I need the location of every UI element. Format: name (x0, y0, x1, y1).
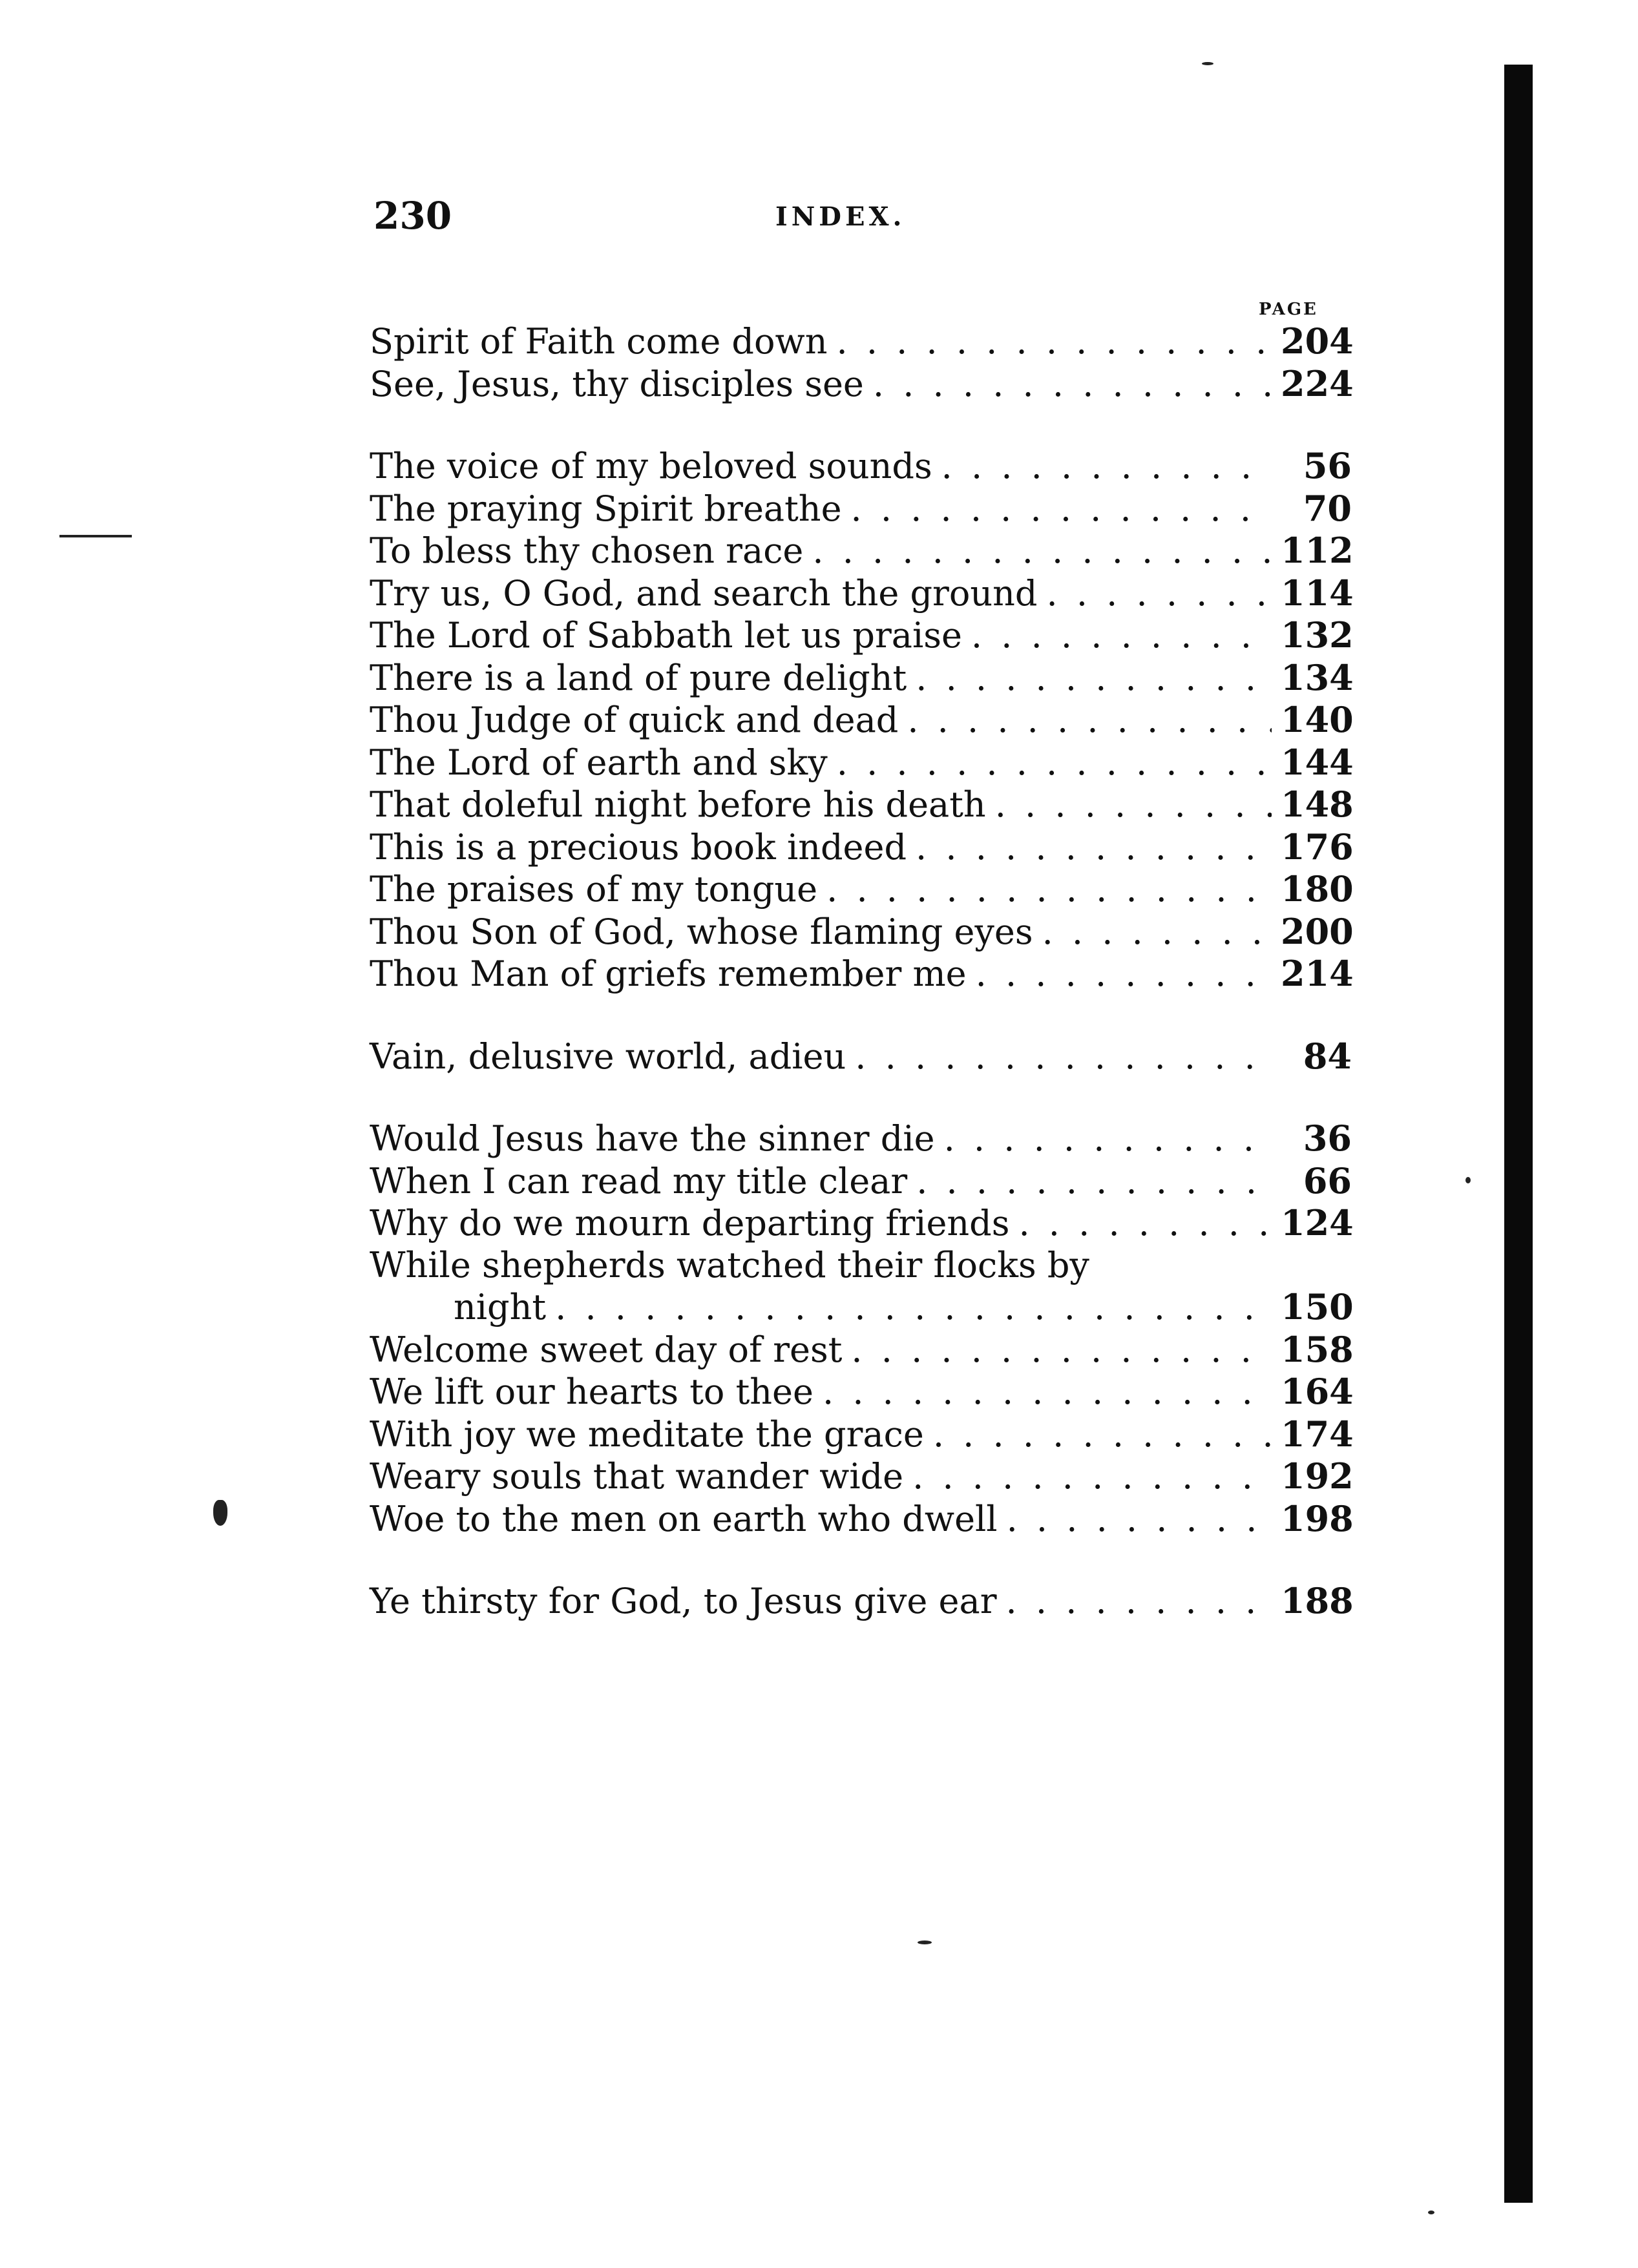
index-entry (370, 1371, 1352, 1413)
entry-page-number: 204 (1281, 320, 1354, 362)
index-list (370, 320, 1352, 1663)
entry-first-line: The praying Spirit breathe (370, 488, 842, 529)
index-entry (370, 699, 1352, 742)
dot-leader (916, 1161, 1272, 1203)
index-entry (370, 911, 1352, 953)
entry-page-number: 132 (1281, 614, 1354, 656)
index-entry (370, 742, 1352, 784)
entry-first-line: To bless thy chosen race (370, 530, 804, 571)
index-entry (370, 657, 1352, 700)
dot-leader (916, 658, 1272, 700)
dot-leader (851, 488, 1272, 530)
index-entry (370, 1245, 1352, 1329)
index-entry (370, 320, 1352, 363)
dot-leader (851, 1329, 1272, 1371)
entry-page-number: 158 (1281, 1328, 1354, 1370)
dot-leader (916, 827, 1272, 869)
index-entry (370, 1202, 1352, 1245)
dot-leader (823, 1371, 1272, 1413)
entry-first-line: The praises of my tongue (370, 869, 818, 910)
index-entry (370, 1118, 1352, 1160)
dot-leader (971, 615, 1272, 657)
dot-leader (941, 446, 1272, 488)
dot-leader (933, 1414, 1272, 1456)
entry-first-line: Welcome sweet day of rest (370, 1329, 843, 1370)
entry-page-number: 114 (1281, 572, 1354, 614)
entry-page-number: 144 (1281, 741, 1354, 783)
entry-page-number: 174 (1281, 1413, 1354, 1455)
dot-leader (912, 1456, 1272, 1498)
entry-page-number: 134 (1281, 656, 1354, 698)
dot-leader (837, 742, 1272, 784)
book-spine-edge (1504, 65, 1533, 2203)
index-entry (370, 363, 1352, 406)
index-entry (370, 1455, 1352, 1498)
dot-leader (944, 1118, 1272, 1160)
entry-first-line: The Lord of earth and sky (370, 742, 828, 783)
ink-speck (1465, 1177, 1471, 1183)
dot-leader (1006, 1581, 1272, 1623)
entry-page-number: 70 (1303, 487, 1352, 529)
index-entry (370, 826, 1352, 869)
index-entry (370, 614, 1352, 657)
ink-speck (213, 1500, 227, 1526)
index-group (370, 1580, 1352, 1623)
index-entry (370, 445, 1352, 488)
page-column-label: PAGE (1259, 300, 1318, 319)
index-group (370, 1035, 1352, 1078)
dot-leader (1042, 911, 1272, 953)
ink-speck (1428, 2211, 1434, 2214)
index-entry (370, 1498, 1352, 1541)
entry-first-line: Woe to the men on earth who dwell (370, 1498, 998, 1539)
entry-page-number: 66 (1303, 1160, 1352, 1202)
entry-first-line: Spirit of Faith come down (370, 321, 828, 362)
index-entry (370, 572, 1352, 615)
entry-first-line: Thou Man of griefs remember me (370, 953, 967, 994)
entry-first-line: Try us, O God, and search the ground (370, 572, 1038, 614)
entry-first-line: Ye thirsty for God, to Jesus give ear (370, 1581, 997, 1621)
entry-first-line: That doleful night before his death (370, 784, 986, 825)
entry-first-line: This is a precious book indeed (370, 826, 907, 868)
entry-page-number: 192 (1281, 1455, 1354, 1497)
entry-first-line: Thou Judge of quick and dead (370, 700, 899, 740)
dot-leader (1018, 1203, 1272, 1245)
ink-speck (918, 1940, 932, 1944)
index-entry (370, 1329, 1352, 1371)
index-entry (370, 530, 1352, 572)
entry-page-number: 140 (1281, 699, 1354, 740)
index-group (370, 320, 1352, 405)
dot-leader (837, 321, 1272, 363)
dot-leader (873, 364, 1272, 406)
index-entry (370, 488, 1352, 530)
entry-first-line: Would Jesus have the sinner die (370, 1118, 935, 1159)
entry-first-line: Weary souls that wander wide (370, 1456, 904, 1497)
entry-page-number: 200 (1281, 910, 1354, 952)
running-head: INDEX. (775, 202, 906, 232)
entry-page-number: 124 (1281, 1202, 1354, 1243)
entry-page-number: 150 (1281, 1286, 1354, 1327)
index-group (370, 445, 1352, 995)
dot-leader (555, 1287, 1272, 1329)
index-entry (370, 1035, 1352, 1078)
dot-leader (812, 530, 1272, 572)
entry-first-line: The voice of my beloved sounds (370, 446, 932, 486)
index-entry (370, 868, 1352, 911)
entry-page-number: 224 (1281, 362, 1354, 404)
index-entry (370, 953, 1352, 995)
entry-first-line: See, Jesus, thy disciples see (370, 363, 864, 404)
index-entry (370, 784, 1352, 826)
entry-page-number: 84 (1303, 1035, 1352, 1077)
index-entry (370, 1580, 1352, 1623)
entry-page-number: 56 (1303, 445, 1352, 486)
index-entry (370, 1160, 1352, 1203)
entry-page-number: 180 (1281, 868, 1354, 910)
dot-leader (1047, 573, 1272, 615)
dot-leader (1007, 1499, 1272, 1541)
margin-rule (59, 535, 132, 537)
dot-leader (995, 784, 1272, 826)
entry-first-line: Why do we mourn departing friends (370, 1203, 1010, 1243)
dot-leader (976, 953, 1272, 995)
index-group (370, 1118, 1352, 1540)
entry-page-number: 188 (1281, 1580, 1354, 1621)
entry-page-number: 176 (1281, 826, 1354, 868)
index-entry (370, 1413, 1352, 1456)
entry-first-line: There is a land of pure delight (370, 657, 907, 698)
entry-continuation: night (454, 1287, 547, 1327)
entry-first-line: When I can read my title clear (370, 1160, 908, 1202)
dot-leader (826, 869, 1272, 911)
dot-leader (907, 700, 1272, 742)
dot-leader (855, 1036, 1272, 1078)
entry-page-number: 148 (1281, 784, 1354, 825)
entry-page-number: 112 (1281, 530, 1354, 571)
entry-first-line: We lift our hearts to thee (370, 1371, 814, 1412)
ink-speck (1202, 62, 1213, 65)
entry-page-number: 214 (1281, 953, 1354, 994)
entry-page-number: 36 (1303, 1118, 1352, 1159)
entry-first-line: While shepherds watched their flocks by (370, 1244, 1089, 1285)
entry-first-line: The Lord of Sabbath let us praise (370, 615, 962, 656)
entry-first-line: Thou Son of God, whose flaming eyes (370, 911, 1033, 952)
entry-page-number: 198 (1281, 1497, 1354, 1539)
entry-first-line: Vain, delusive world, adieu (370, 1035, 846, 1077)
entry-page-number: 164 (1281, 1371, 1354, 1412)
entry-first-line: With joy we meditate the grace (370, 1413, 924, 1455)
page-number: 230 (373, 194, 452, 238)
